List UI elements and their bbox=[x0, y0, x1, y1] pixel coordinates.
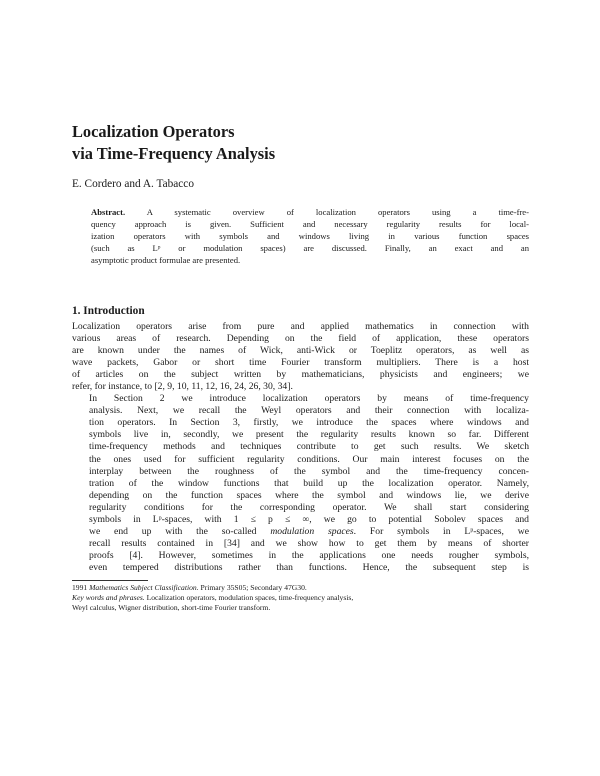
text-line: regularity conditions for the corresponding operator. We shall start considering bbox=[89, 501, 529, 513]
title-line-1: Localization Operators bbox=[72, 122, 235, 141]
text-line: depending on the function spaces where the symbol and windows lie, we derive bbox=[89, 489, 529, 501]
text-line: we end up with the so-called modulation spaces. For symbols in Lᵖ-spaces, we bbox=[89, 525, 529, 537]
text-line: of articles on the subject written by mathematicians, physicists and engineers; we bbox=[72, 369, 529, 381]
footnote-rule bbox=[72, 580, 148, 581]
text-line: are known under the names of Wick, anti-Wick or Toeplitz operators, as well as bbox=[72, 345, 529, 357]
keywords-footnote-cont: Weyl calculus, Wigner distribution, short-time Fourier transform. bbox=[72, 603, 271, 613]
text-line: proofs [4]. However, sometimes in the applications one needs rougher symbols, bbox=[89, 549, 529, 561]
text-line: refer, for instance, to [2, 9, 10, 11, 12, 16, 24, 26, 30, 34]. bbox=[72, 381, 293, 393]
text-line: analysis. Next, we recall the Weyl operators and their connection with localiza- bbox=[89, 405, 529, 417]
text-line: even tempered distributions rather than functions. Hence, the subsequent step is bbox=[89, 561, 529, 573]
text-line: symbols in Lᵖ-spaces, with 1 ≤ p ≤ ∞, we go to potential Sobolev spaces and bbox=[89, 513, 529, 525]
abstract-line: (such as Lᵖ or modulation spaces) are discussed. Finally, an exact and an bbox=[91, 243, 529, 254]
paragraph-2 bbox=[72, 393, 529, 574]
title-line-2: via Time-Frequency Analysis bbox=[72, 144, 276, 163]
footnotes bbox=[72, 583, 529, 614]
text-line: wave packets, Gabor or short time Fourier transform multipliers. There is a host bbox=[72, 357, 529, 369]
paragraph-1 bbox=[72, 321, 529, 393]
text-line: interplay between the roughness of the symbol and the time-frequency concen- bbox=[89, 465, 529, 477]
msc-footnote: 1991 Mathematics Subject Classification. Primary 35S05; Secondary 47G30. bbox=[72, 583, 307, 592]
text-line: the ones used for sufficient regularity conditions. Our main interest focuses on the bbox=[89, 453, 529, 465]
abstract-line: Abstract. A systematic overview of localization operators using a time-fre- bbox=[91, 207, 529, 217]
abstract-line: ization operators with symbols and windows living in various function spaces bbox=[91, 231, 529, 242]
text-line: In Section 2 we introduce localization operators by means of time-frequency bbox=[89, 393, 529, 405]
text-line: tration of the window functions that build up the localization operator. Namely, bbox=[89, 477, 529, 489]
abstract-line: asymptotic product formulae are presented. bbox=[91, 255, 241, 266]
text-line: recall results contained in [34] and we show how to get them by means of shorter bbox=[89, 537, 529, 549]
text-line: tion operators. In Section 3, firstly, we introduce the spaces where windows and bbox=[89, 417, 529, 429]
author-list: E. Cordero and A. Tabacco bbox=[72, 178, 194, 190]
text-line: symbols live in, secondly, we present the regularity results known so far. Different bbox=[89, 429, 529, 441]
text-line: time-frequency methods and techniques contribute to get such results. We sketch bbox=[89, 441, 529, 453]
section-body bbox=[72, 321, 529, 574]
paper-title bbox=[72, 121, 532, 165]
abstract bbox=[91, 206, 529, 266]
abstract-line: quency approach is given. Sufficient and necessary regularity results for local- bbox=[91, 219, 529, 230]
text-line: various areas of research. Depending on the field of application, these operators bbox=[72, 333, 529, 345]
text-line: Localization operators arise from pure and applied mathematics in connection with bbox=[72, 321, 529, 332]
section-heading: 1. Introduction bbox=[72, 305, 145, 317]
keywords-footnote: Key words and phrases. Localization operators, modulation spaces, time-frequency analysis, bbox=[72, 593, 354, 603]
emphasis: modulation spaces bbox=[270, 525, 354, 537]
abstract-label: Abstract. bbox=[91, 207, 126, 217]
